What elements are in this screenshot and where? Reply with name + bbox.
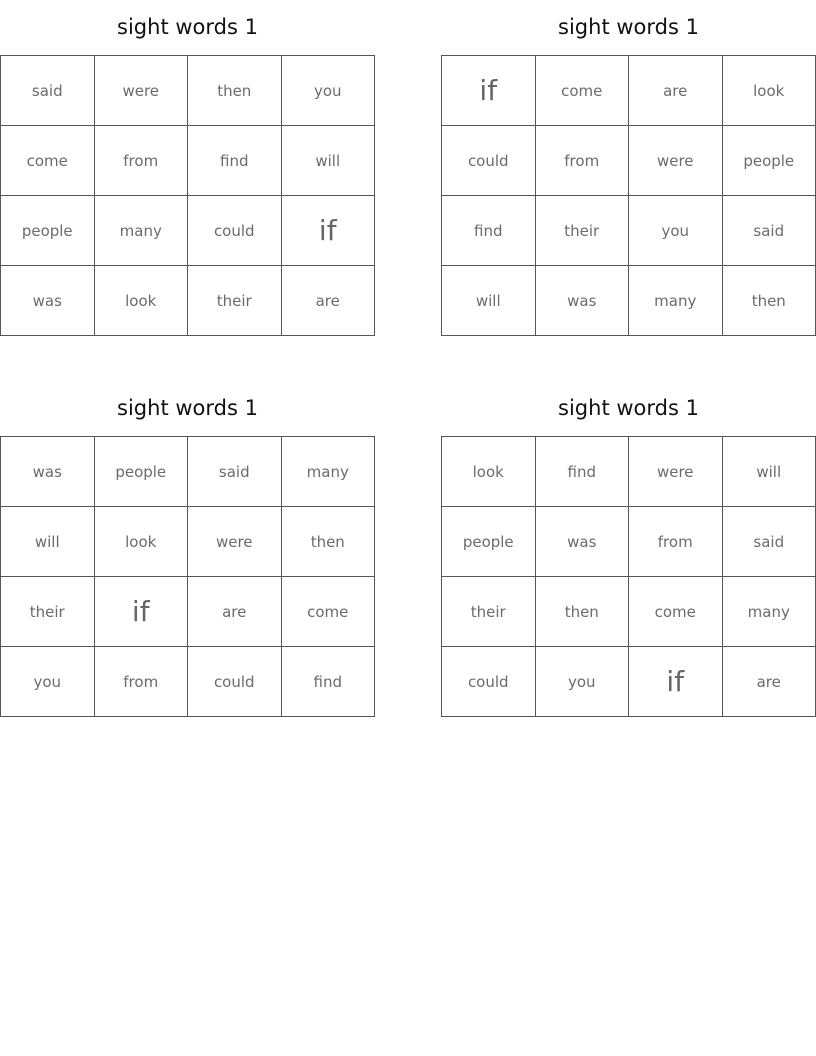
grid-cell: was [1, 266, 95, 336]
grid-cell: you [1, 647, 95, 717]
grid-cell: you [536, 647, 630, 717]
grid-cell: will [282, 126, 376, 196]
grid-cell: their [442, 577, 536, 647]
grid-cell: are [629, 56, 723, 126]
grid-cell: will [723, 437, 816, 507]
grid-cell: many [723, 577, 816, 647]
grid-cell: then [282, 507, 376, 577]
bingo-card-2 [441, 0, 816, 336]
grid-cell: said [723, 196, 816, 266]
grid-cell: were [629, 126, 723, 196]
grid-cell: many [95, 196, 189, 266]
grid-cell: look [95, 507, 189, 577]
grid-cell: their [188, 266, 282, 336]
grid-cell: you [629, 196, 723, 266]
grid-cell: was [536, 507, 630, 577]
grid-cell: come [1, 126, 95, 196]
grid-cell: many [282, 437, 376, 507]
grid-cell: come [629, 577, 723, 647]
bingo-card-1 [0, 0, 375, 336]
grid-cell: were [95, 56, 189, 126]
grid-cell: their [1, 577, 95, 647]
grid-cell: could [442, 647, 536, 717]
grid-cell: was [1, 437, 95, 507]
grid-cell: come [282, 577, 376, 647]
card-title: sight words 1 [558, 15, 699, 39]
bingo-card-4 [441, 381, 816, 717]
grid-cell: said [1, 56, 95, 126]
grid-cell-free: if [282, 196, 376, 266]
grid-cell: were [188, 507, 282, 577]
grid-cell: then [723, 266, 816, 336]
card-title: sight words 1 [117, 15, 258, 39]
card-title: sight words 1 [558, 396, 699, 420]
grid-cell: from [95, 126, 189, 196]
grid-cell: find [282, 647, 376, 717]
grid-cell: you [282, 56, 376, 126]
bingo-card-3 [0, 381, 375, 717]
grid-cell: from [629, 507, 723, 577]
grid-cell: find [442, 196, 536, 266]
grid-cell: from [95, 647, 189, 717]
grid-cell: said [723, 507, 816, 577]
word-grid [0, 436, 375, 717]
grid-cell-free: if [442, 56, 536, 126]
grid-cell: look [442, 437, 536, 507]
grid-cell: then [536, 577, 630, 647]
grid-cell: could [188, 196, 282, 266]
grid-cell: was [536, 266, 630, 336]
grid-cell: then [188, 56, 282, 126]
grid-cell: people [1, 196, 95, 266]
grid-cell: find [188, 126, 282, 196]
grid-cell: from [536, 126, 630, 196]
grid-cell: look [723, 56, 816, 126]
grid-cell: people [95, 437, 189, 507]
grid-cell: are [188, 577, 282, 647]
word-grid [0, 55, 375, 336]
grid-cell: come [536, 56, 630, 126]
grid-cell: people [442, 507, 536, 577]
grid-cell: their [536, 196, 630, 266]
grid-cell: are [282, 266, 376, 336]
word-grid [441, 436, 816, 717]
grid-cell: find [536, 437, 630, 507]
grid-cell: people [723, 126, 816, 196]
grid-cell: could [188, 647, 282, 717]
grid-cell: were [629, 437, 723, 507]
grid-cell: will [442, 266, 536, 336]
grid-cell: said [188, 437, 282, 507]
grid-cell: many [629, 266, 723, 336]
grid-cell-free: if [629, 647, 723, 717]
word-grid [441, 55, 816, 336]
grid-cell: could [442, 126, 536, 196]
grid-cell: are [723, 647, 816, 717]
grid-cell: look [95, 266, 189, 336]
grid-cell: will [1, 507, 95, 577]
grid-cell-free: if [95, 577, 189, 647]
card-title: sight words 1 [117, 396, 258, 420]
